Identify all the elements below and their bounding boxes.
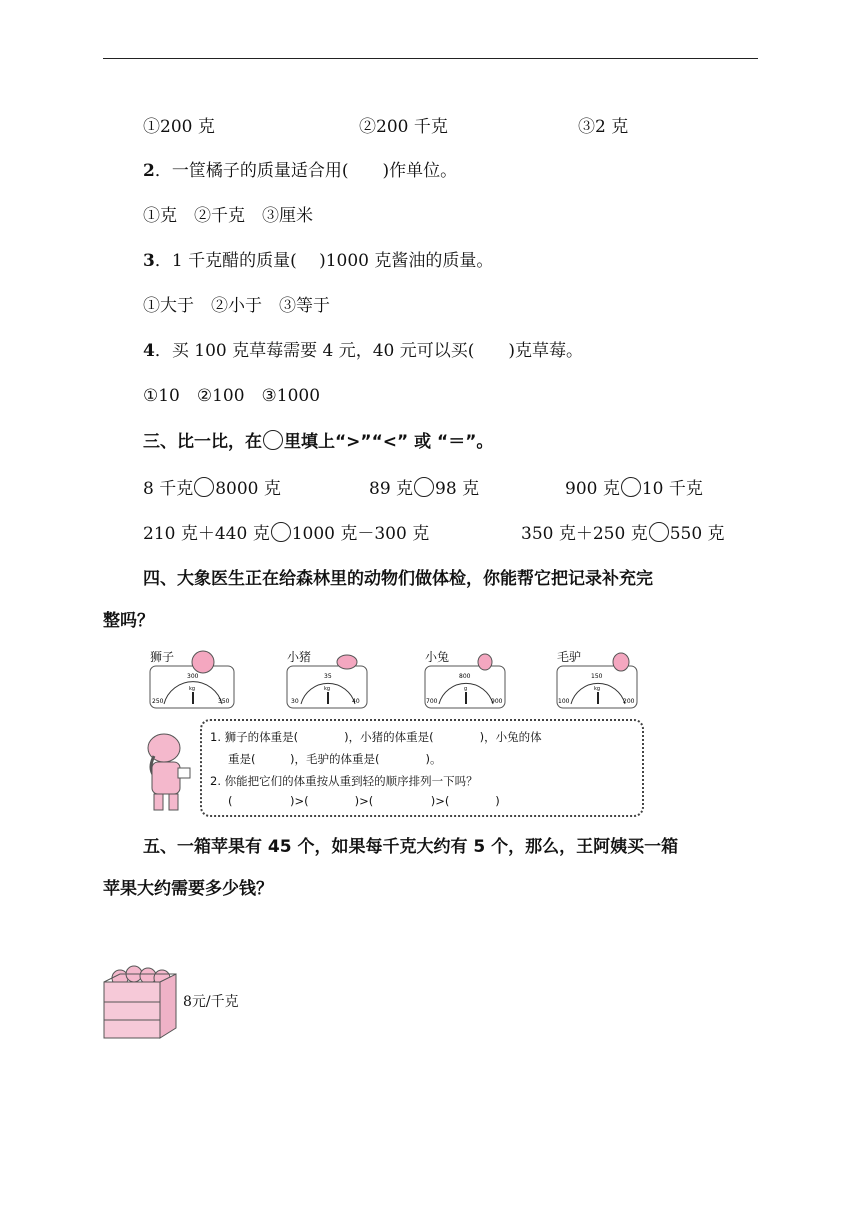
compare-3: 900 克 10 千克 — [565, 479, 703, 499]
elephant-doctor-icon — [140, 728, 196, 814]
animal-label: 狮子 — [150, 650, 175, 664]
rabbit-scale-icon — [423, 648, 513, 710]
compare-4: 210 克＋440 克 1000 克－300 克 — [143, 524, 430, 544]
section-5-line2: 苹果大约需要多少钱？ — [103, 879, 273, 899]
tick-mid: 800 — [459, 673, 471, 680]
unit-label: kg — [594, 686, 601, 692]
q1-option-1: ①200 克 — [143, 117, 215, 137]
q3-options: ①大于 ②小于 ③等于 — [143, 296, 330, 316]
q2-options: ①克 ②千克 ③厘米 — [143, 206, 313, 226]
compare-5: 350 克＋250 克 550 克 — [521, 524, 725, 544]
price-label: 8元/千克 — [183, 994, 239, 1010]
unit-label: g — [464, 686, 468, 692]
tick-left: 250 — [152, 698, 164, 705]
pig-scale-icon — [285, 648, 375, 710]
compare-1: 8 千克 8000 克 — [143, 479, 281, 499]
animal-label: 小兔 — [425, 650, 450, 664]
record-box — [200, 719, 644, 817]
unit-label: kg — [189, 686, 196, 692]
animal-label: 毛驴 — [557, 650, 582, 664]
scale-rabbit — [423, 648, 513, 710]
scale-donkey — [555, 648, 645, 710]
circle-blank-icon — [263, 430, 283, 450]
section-4-title-line2: 整吗？ — [103, 611, 154, 631]
tick-left: 100 — [558, 698, 570, 705]
section-4-title-line1: 四、大象医生正在给森林里的动物们做体检，你能帮它把记录补充完 — [143, 569, 653, 589]
section-5-line1: 五、一箱苹果有 45 个，如果每千克大约有 5 个，那么，王阿姨买一箱 — [143, 837, 679, 857]
question-2: 2．一筐橘子的质量适合用( )作单位。 — [143, 161, 458, 181]
box-line-2: 重是( )，毛驴的体重是( )。 — [228, 752, 442, 766]
box-line-1: 1. 狮子的体重是( )，小猪的体重是( )，小兔的体 — [210, 730, 542, 744]
circle-blank-icon[interactable] — [649, 522, 669, 542]
tick-right: 200 — [623, 698, 635, 705]
box-line-3: 2. 你能把它们的体重按从重到轻的顺序排列一下吗？ — [210, 774, 478, 788]
scale-lion — [148, 648, 238, 710]
tick-left: 700 — [426, 698, 438, 705]
donkey-scale-icon — [555, 648, 645, 710]
circle-blank-icon[interactable] — [271, 522, 291, 542]
section-3-title: 三、比一比，在 里填上“>”“<” 或 “＝”。 — [143, 432, 494, 452]
lion-scale-icon — [148, 648, 238, 710]
question-4: 4．买 100 克草莓需要 4 元，40 元可以买( )克草莓。 — [143, 341, 584, 361]
animal-label: 小猪 — [287, 650, 312, 664]
circle-blank-icon[interactable] — [194, 477, 214, 497]
q4-options: ①10 ②100 ③1000 — [143, 386, 321, 406]
circle-blank-icon[interactable] — [621, 477, 641, 497]
tick-right: 900 — [491, 698, 503, 705]
tick-mid: 300 — [187, 673, 199, 680]
apple-crate-icon — [102, 962, 182, 1042]
q1-option-2: ②200 千克 — [359, 117, 448, 137]
box-line-4: ( )>( )>( )>( ) — [228, 794, 500, 808]
unit-label: kg — [324, 686, 331, 692]
circle-blank-icon[interactable] — [414, 477, 434, 497]
scale-pig — [285, 648, 375, 710]
tick-right: 350 — [218, 698, 230, 705]
header-rule — [103, 58, 758, 59]
q1-option-3: ③2 克 — [578, 117, 629, 137]
tick-mid: 150 — [591, 673, 603, 680]
compare-2: 89 克 98 克 — [369, 479, 480, 499]
tick-right: 40 — [352, 698, 360, 705]
question-3: 3．1 千克醋的质量( )1000 克酱油的质量。 — [143, 251, 494, 271]
tick-left: 30 — [291, 698, 299, 705]
tick-mid: 35 — [324, 673, 332, 680]
